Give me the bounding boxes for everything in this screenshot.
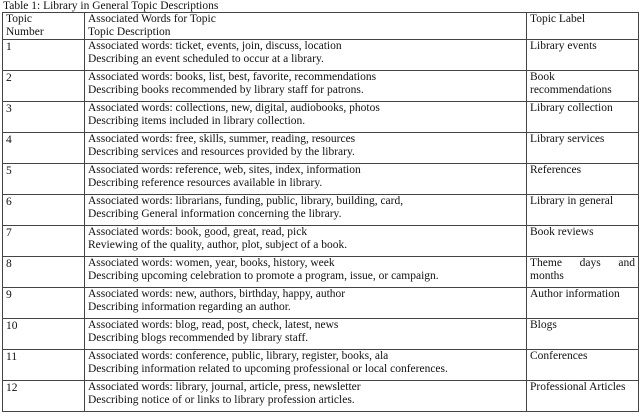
topic-description-text: Describing an event scheduled to occur at a library. — [88, 53, 324, 65]
header-topic-number-line1: Topic — [6, 13, 33, 25]
associated-words-text: Associated words: free, skills, summer, reading, resources — [88, 133, 356, 145]
associated-words-text: Associated words: library, journal, article, press, newsletter — [88, 381, 361, 393]
topic-number-cell: 1 — [3, 40, 85, 71]
topic-label-cell: Conferences — [527, 350, 639, 381]
topic-description-text: Describing notice of or links to library profession articles. — [88, 394, 355, 406]
topic-label-cell: Library collection — [527, 102, 639, 133]
associated-words-cell — [85, 195, 527, 226]
topic-label-cell: Professional Articles — [527, 381, 639, 412]
topic-number-cell: 6 — [3, 195, 85, 226]
associated-words-text: Associated words: books, list, best, favorite, recommendations — [88, 71, 377, 83]
topic-label-cell: Blogs — [527, 319, 639, 350]
table-row — [3, 195, 639, 226]
topic-label-cell: Author information — [527, 288, 639, 319]
associated-words-cell — [85, 40, 527, 71]
associated-words-cell — [85, 71, 527, 102]
topic-number-cell: 8 — [3, 257, 85, 288]
header-associated-words-line1: Associated Words for Topic — [88, 13, 216, 25]
associated-words-text: Associated words: reference, web, sites, index, information — [88, 164, 361, 176]
associated-words-text: Associated words: book, good, great, read, pick — [88, 226, 308, 238]
topic-description-text: Describing General information concerning the library. — [88, 208, 342, 220]
header-topic-number-line2: Number — [6, 26, 44, 38]
topic-number-cell: 3 — [3, 102, 85, 133]
header-topic-label: Topic Label — [527, 13, 639, 40]
topic-description-text: Describing items included in library collection. — [88, 115, 306, 127]
associated-words-cell — [85, 226, 527, 257]
topic-description-text: Describing information related to upcoming professional or local conferences. — [88, 363, 448, 375]
table-row — [3, 133, 639, 164]
associated-words-cell — [85, 381, 527, 412]
header-associated-words — [85, 13, 527, 40]
topic-description-text: Describing reference resources available in library. — [88, 177, 323, 189]
topic-description-text: Describing upcoming celebration to promote a program, issue, or campaign. — [88, 270, 439, 282]
table-row — [3, 350, 639, 381]
topic-description-text: Reviewing of the quality, author, plot, subject of a book. — [88, 239, 348, 251]
topic-number-cell: 5 — [3, 164, 85, 195]
associated-words-text: Associated words: librarians, funding, public, library, building, card, — [88, 195, 404, 207]
header-row — [3, 13, 639, 40]
topic-number-cell: 11 — [3, 350, 85, 381]
topic-description-text: Describing blogs recommended by library staff. — [88, 332, 309, 344]
associated-words-cell — [85, 257, 527, 288]
table-row — [3, 71, 639, 102]
associated-words-cell — [85, 319, 527, 350]
topic-description-text: Describing books recommended by library staff for patrons. — [88, 84, 364, 96]
associated-words-text: Associated words: new, authors, birthday, happy, author — [88, 288, 346, 300]
table-row — [3, 288, 639, 319]
table-row — [3, 319, 639, 350]
associated-words-cell — [85, 350, 527, 381]
associated-words-text: Associated words: ticket, events, join, discuss, location — [88, 40, 342, 52]
table-row — [3, 102, 639, 133]
associated-words-cell — [85, 288, 527, 319]
topic-label-cell: Book recommendations — [527, 71, 639, 102]
associated-words-text: Associated words: women, year, books, history, week — [88, 257, 335, 269]
topic-label-cell: Library in general — [527, 195, 639, 226]
table-row — [3, 257, 639, 288]
topic-label-cell: Library services — [527, 133, 639, 164]
header-topic-number — [3, 13, 85, 40]
topic-label-cell: Theme days and months — [527, 257, 639, 288]
topic-number-cell: 7 — [3, 226, 85, 257]
topic-table — [2, 12, 639, 412]
topic-number-cell: 2 — [3, 71, 85, 102]
table-row — [3, 40, 639, 71]
associated-words-cell — [85, 164, 527, 195]
topic-description-text: Describing information regarding an author. — [88, 301, 291, 313]
topic-number-cell: 10 — [3, 319, 85, 350]
associated-words-cell — [85, 133, 527, 164]
table-row — [3, 381, 639, 412]
topic-number-cell: 12 — [3, 381, 85, 412]
header-associated-words-line2: Topic Description — [88, 26, 171, 38]
associated-words-text: Associated words: collections, new, digital, audiobooks, photos — [88, 102, 380, 114]
topic-number-cell: 4 — [3, 133, 85, 164]
table-row — [3, 164, 639, 195]
topic-description-text: Describing services and resources provided by the library. — [88, 146, 355, 158]
topic-label-cell: Library events — [527, 40, 639, 71]
associated-words-text: Associated words: blog, read, post, check, latest, news — [88, 319, 339, 331]
associated-words-cell — [85, 102, 527, 133]
topic-label-cell: Book reviews — [527, 226, 639, 257]
table-caption: Table 1: Library in General Topic Descriptions — [3, 0, 219, 12]
topic-number-cell: 9 — [3, 288, 85, 319]
table-row — [3, 226, 639, 257]
topic-label-cell: References — [527, 164, 639, 195]
associated-words-text: Associated words: conference, public, library, register, books, ala — [88, 350, 389, 362]
